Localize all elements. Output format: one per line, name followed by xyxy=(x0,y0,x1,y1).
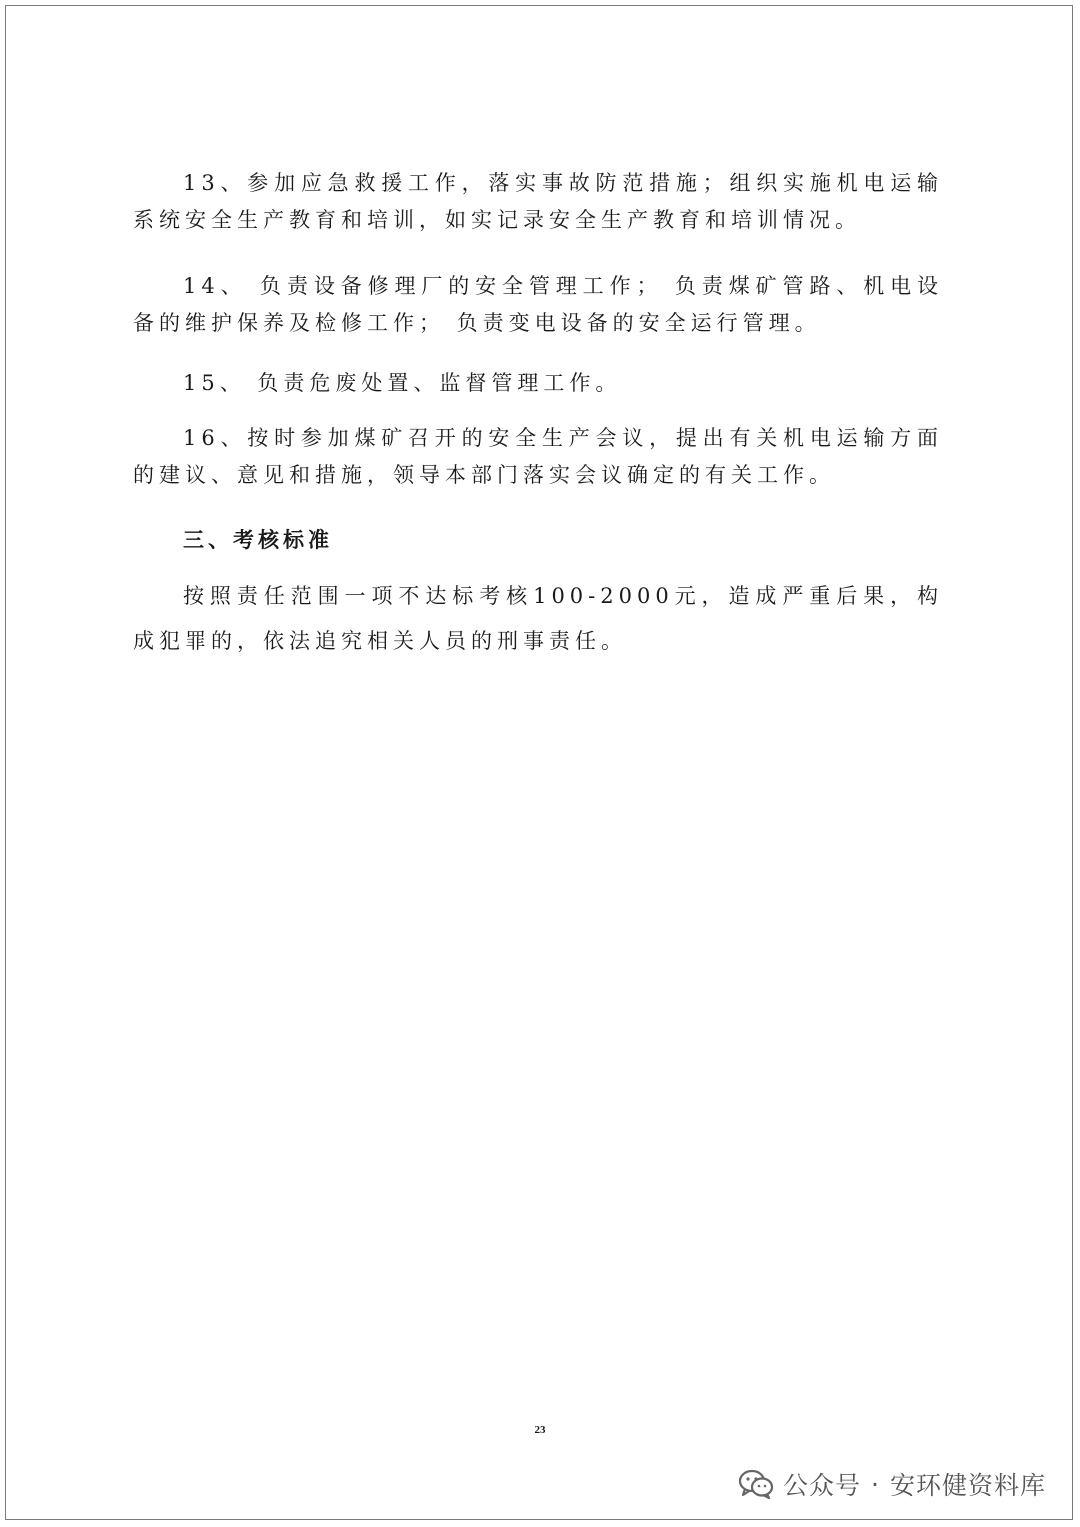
watermark-separator: · xyxy=(871,1469,880,1499)
list-item-13: 13、参加应急救援工作，落实事故防范措施；组织实施机电运输系统安全生产教育和培训，如实记录安全生产教育和培训情况。 xyxy=(133,171,943,232)
page-number: 23 xyxy=(534,1424,546,1436)
wechat-icon xyxy=(739,1469,773,1499)
list-item-14: 14、 负责设备修理厂的安全管理工作； 负责煤矿管路、机电设备的维护保养及检修工作； 负责变电设备的安全运行管理。 xyxy=(133,274,943,335)
watermark-label: 公众号 xyxy=(783,1471,862,1500)
section-body: 按照责任范围一项不达标考核100-2000元，造成严重后果，构成犯罪的，依法追究相关人员的刑事责任。 xyxy=(133,584,943,653)
list-item-16: 16、按时参加煤矿召开的安全生产会议，提出有关机电运输方面的建议、意见和措施，领导本部门落实会议确定的有关工作。 xyxy=(133,426,943,487)
watermark xyxy=(739,1462,1046,1506)
list-item-15: 15、 负责危废处置、监督管理工作。 xyxy=(183,371,622,395)
watermark-name: 安环健资料库 xyxy=(889,1471,1046,1500)
section-heading: 三、考核标准 xyxy=(183,527,333,552)
